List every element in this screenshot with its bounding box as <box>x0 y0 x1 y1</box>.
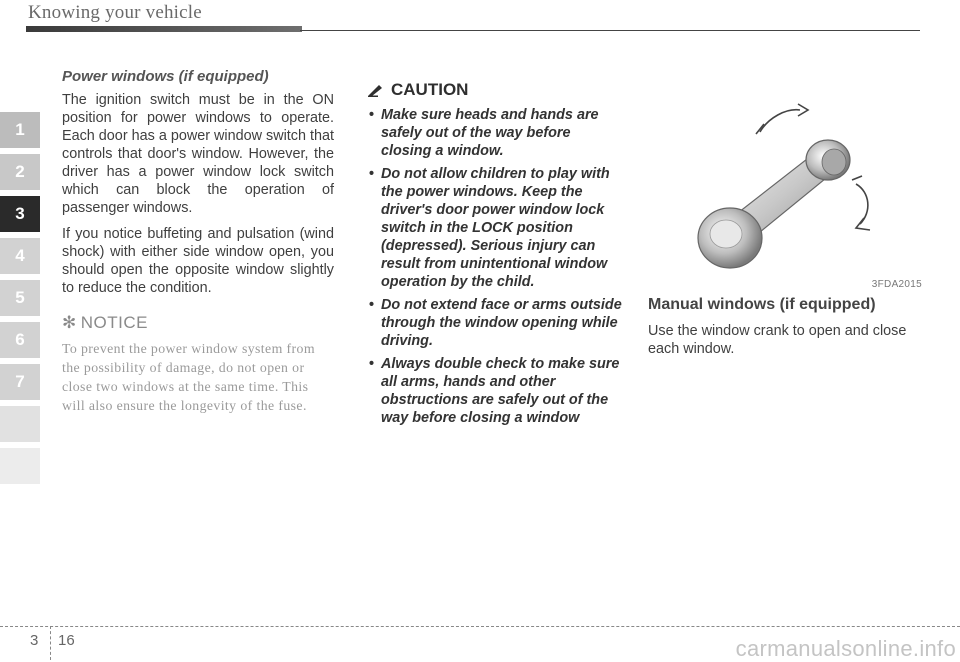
page-footer <box>0 626 960 660</box>
asterisk-icon: ✻ <box>62 313 77 332</box>
watermark: carmanualsonline.info <box>735 636 956 661</box>
window-crank-illustration <box>648 80 928 280</box>
power-windows-section <box>62 68 334 415</box>
chapter-tab-2[interactable]: 2 <box>0 154 40 190</box>
header-bar <box>26 26 302 32</box>
chapter-tab-9 <box>0 448 40 484</box>
power-windows-paragraph-2: If you notice buffeting and pulsation (wind shock) with either side window open, you should open the opposite window slightly to reduce the condition. <box>62 226 334 296</box>
notice-body: To prevent the power window system from the possibility of damage, do not open or close two windows at the same time. This will also ensure the longevity of the fuse. <box>62 341 315 413</box>
notice-title-text: NOTICE <box>80 313 148 332</box>
caution-title-text: CAUTION <box>391 80 469 99</box>
caution-section <box>367 80 623 432</box>
manual-windows-body: Use the window crank to open and close each window. <box>648 323 907 357</box>
caution-item: • Make sure heads and hands are safely out of the way before closing a window. <box>369 107 599 159</box>
notice-heading <box>62 313 334 333</box>
manual-windows-heading: Manual windows (if equipped) <box>648 296 876 313</box>
chapter-tab-3[interactable]: 3 <box>0 196 40 232</box>
page-number: 16 <box>58 632 75 649</box>
caution-list <box>367 106 623 427</box>
header-rule <box>300 30 920 31</box>
manual-windows-section <box>648 80 928 366</box>
page-header-title: Knowing your vehicle <box>28 2 202 23</box>
power-windows-heading: Power windows (if equipped) <box>62 68 269 85</box>
chapter-tab-8 <box>0 406 40 442</box>
chapter-tab-7[interactable]: 7 <box>0 364 40 400</box>
chapter-tab-1[interactable]: 1 <box>0 112 40 148</box>
chapter-tab-5[interactable]: 5 <box>0 280 40 316</box>
caution-item: • Always double check to make sure all arms, hands and other obstructions are safely out of the way before closing a window <box>369 356 620 426</box>
power-windows-paragraph-1: The ignition switch must be in the ON position for power windows to operate. Each door has a power window switch that controls that door's window. However, the driver has a power window lock switch which can block the operation of passenger windows. <box>62 92 334 216</box>
caution-item: • Do not allow children to play with the power windows. Keep the driver's door power window lock switch in the LOCK position (depressed). Serious injury can result from unintentional window operation by the child. <box>369 166 610 290</box>
caution-heading <box>367 80 623 100</box>
footer-dash-line <box>0 626 960 627</box>
chapter-tab-4[interactable]: 4 <box>0 238 40 274</box>
footer-divider <box>50 626 51 660</box>
caution-pencil-icon <box>367 83 385 97</box>
caution-item: • Do not extend face or arms outside through the window opening while driving. <box>369 297 622 349</box>
chapter-tabs <box>0 112 40 490</box>
chapter-number: 3 <box>30 632 39 649</box>
chapter-tab-6[interactable]: 6 <box>0 322 40 358</box>
window-crank-figure <box>648 80 928 290</box>
figure-code: 3FDA2015 <box>871 279 922 290</box>
